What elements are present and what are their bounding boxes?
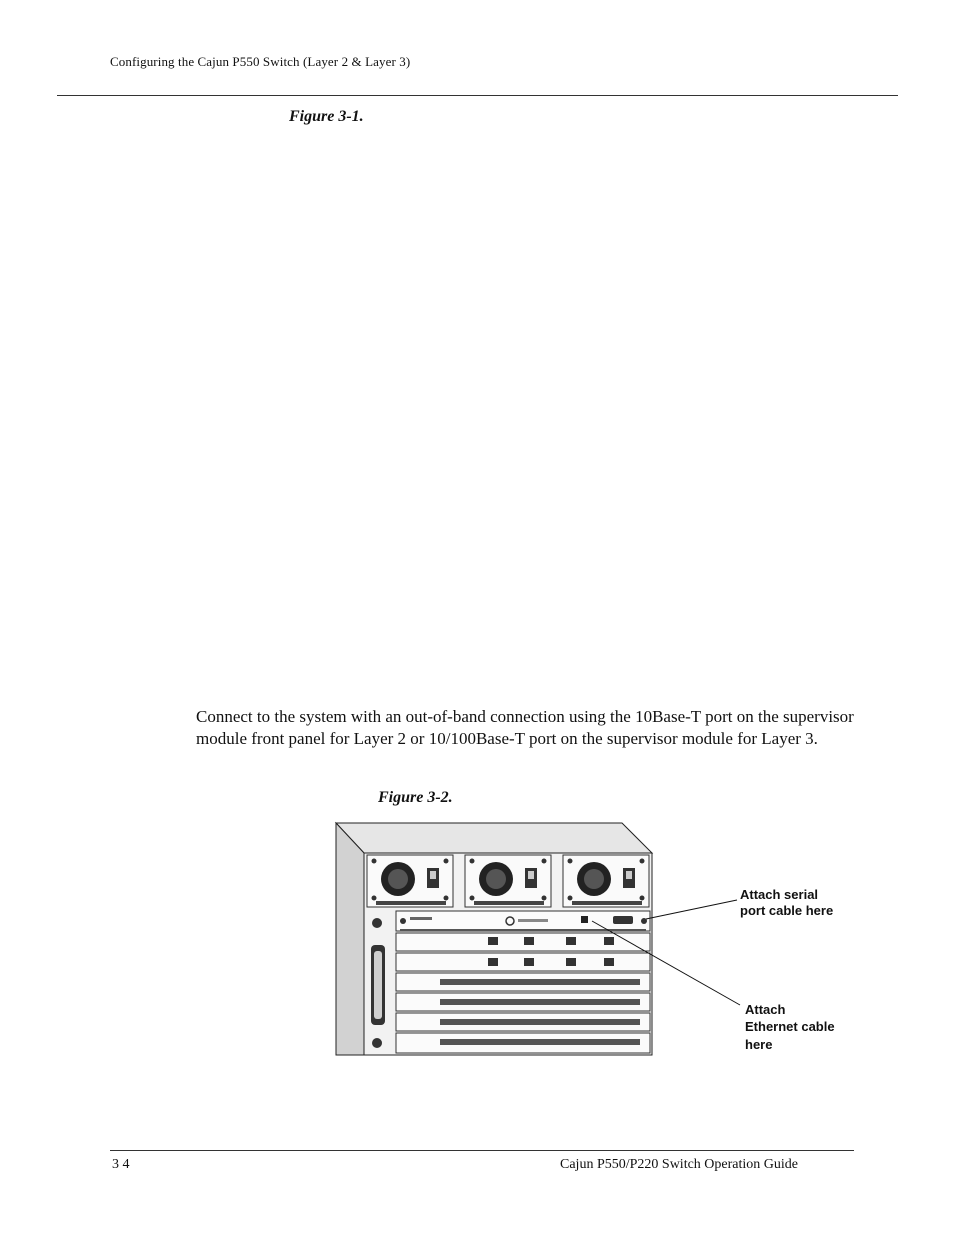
footer-rule — [110, 1150, 854, 1151]
side-screw-top — [372, 918, 382, 928]
supervisor-ethernet-port — [581, 916, 588, 923]
chassis-svg — [330, 815, 870, 1065]
supervisor-serial-port — [613, 916, 633, 924]
power-supply-1 — [367, 855, 453, 907]
serial-callout-line — [646, 900, 737, 919]
serial-callout-line1: Attach serial — [740, 887, 819, 902]
figure-3-1-label: Figure 3-1. — [289, 108, 364, 125]
module-row-6 — [396, 1033, 650, 1053]
power-supply-3 — [563, 855, 649, 907]
ethernet-callout-line1: Attach — [745, 1002, 786, 1017]
module-row-5 — [396, 1013, 650, 1031]
page-number: 3 4 — [112, 1157, 130, 1172]
module-row-1 — [396, 933, 650, 951]
module-row-3 — [396, 973, 650, 991]
power-supply-2 — [465, 855, 551, 907]
ethernet-callout-line2: Ethernet cable — [745, 1019, 835, 1034]
chassis-illustration — [330, 815, 870, 1065]
serial-callout-line2: port cable here — [740, 903, 834, 918]
module-row-4 — [396, 993, 650, 1011]
chassis-side-face — [336, 823, 364, 1055]
figure-3-2-label: Figure 3-2. — [378, 789, 453, 806]
chassis-top-face — [336, 823, 652, 853]
supervisor-module — [396, 911, 650, 931]
module-row-2 — [396, 953, 650, 971]
running-header: Configuring the Cajun P550 Switch (Layer 2 & Layer 3) — [110, 54, 411, 69]
side-screw-bottom — [372, 1038, 382, 1048]
header-rule — [57, 95, 898, 96]
footer-book-title: Cajun P550/P220 Switch Operation Guide — [560, 1157, 798, 1172]
body-paragraph: Connect to the system with an out-of-band connection using the 10Base-T port on the supervisor module front panel for Layer 2 or 10/100Base-T port on the supervisor module for Layer 3. — [196, 707, 854, 748]
ethernet-callout-line3: here — [745, 1037, 773, 1052]
